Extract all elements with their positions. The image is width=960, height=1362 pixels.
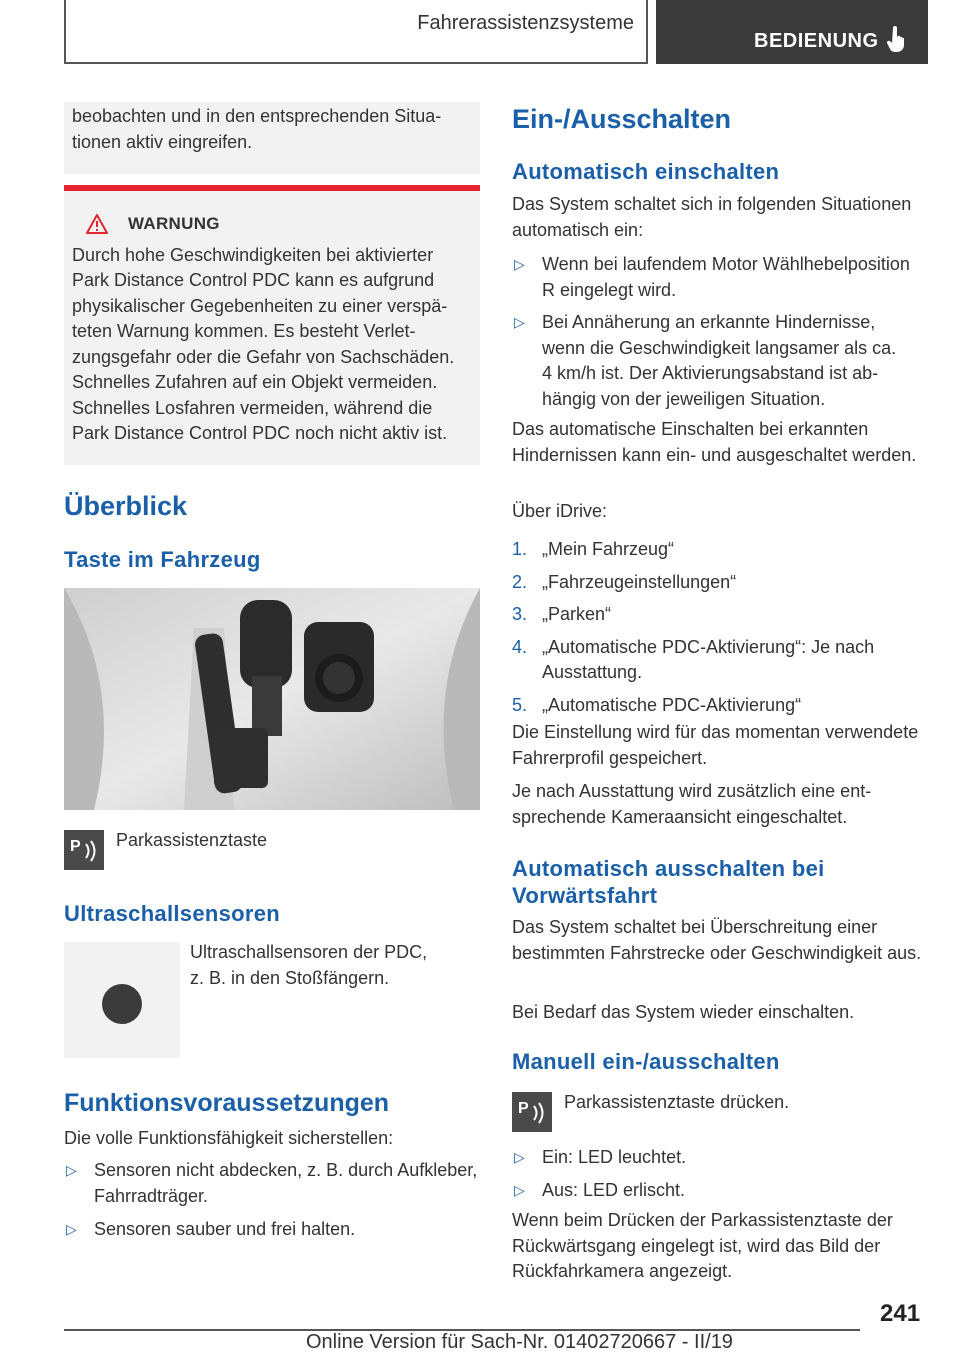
- sensors-heading: Ultraschallsensoren: [64, 901, 281, 926]
- intro-text: beobachten und in den entsprechenden Situationen aktiv eingreifen.: [72, 106, 442, 152]
- bullet-triangle-icon: ▷: [66, 1162, 77, 1178]
- warning-text: Durch hohe Geschwindigkeiten bei aktivierter Park Distance Control PDC kann es aufgrund physikalischer Gegebenheiten zu einer verspäteten Warnung kommen. Es besteht Verletzungsgefahr oder die Gefahr von Sachschäden. Schnelles Zufahren auf ein Objekt vermeiden. Schnelles Losfahren vermeiden, während die Park Distance Control PDC noch nicht aktiv ist.: [72, 244, 455, 443]
- camera-note: Je nach Ausstattung wird zusätzlich eine entsprechende Kameraansicht eingeschaltet.: [512, 781, 872, 827]
- list-item: ▷ Wenn bei laufendem Motor Wählhebelposition R eingelegt wird.: [514, 254, 910, 300]
- page-header: [64, 0, 928, 64]
- profile-note: Die Einstellung wird für das momentan verwendete Fahrerprofil gespeichert.: [512, 722, 919, 768]
- requirements-intro: Die volle Funktionsfähigkeit sicherstellen:: [64, 1128, 394, 1148]
- section-title: Fahrerassistenzsysteme: [417, 12, 634, 34]
- sensors-text: Ultraschallsensoren der PDC, z. B. in den Stoßfängern.: [190, 942, 428, 988]
- chapter-tab: [656, 0, 928, 64]
- footer-text: Online Version für Sach-Nr. 01402720667 - II/19: [306, 1331, 733, 1353]
- button-heading: Taste im Fahrzeug: [64, 547, 261, 572]
- auto-on-intro: Das System schaltet sich in folgenden Situationen automatisch ein:: [512, 194, 912, 240]
- intro-box: [64, 102, 480, 174]
- pdc-button-icon-1: P: [64, 830, 104, 875]
- bullet-triangle-icon: ▷: [514, 1149, 525, 1165]
- list-item: ▷ Bei Annäherung an erkannte Hindernisse, wenn die Geschwindigkeit langsamer als ca. 4 km/h ist. Der Aktivierungsabstand ist abhängig von der jeweiligen Situation.: [514, 312, 897, 409]
- list-item: 1. „Mein Fahrzeug“: [512, 539, 675, 559]
- auto-off-note: Bei Bedarf das System wieder einschalten.: [512, 1002, 855, 1022]
- warning-box: [64, 185, 480, 465]
- chapter-title: BEDIENUNG: [754, 30, 879, 52]
- pdc-button-icon-2: P: [512, 1092, 552, 1137]
- manual-note: Wenn beim Drücken der Parkassistenztaste der Rückwärtsgang eingelegt ist, wird das Bild der Rückfahrkamera angezeigt.: [512, 1210, 893, 1281]
- auto-on-list: [512, 252, 922, 412]
- bullet-triangle-icon: ▷: [514, 314, 525, 330]
- warning-header: [72, 211, 472, 237]
- sound-waves-icon: [82, 838, 102, 864]
- sensor-image: [64, 942, 180, 1058]
- list-item: ▷ Aus: LED erlischt.: [512, 1178, 922, 1204]
- list-item: ▷ Ein: LED leuchtet.: [512, 1145, 922, 1171]
- auto-on-heading: Automatisch einschalten: [512, 159, 780, 184]
- requirements-list: [64, 1158, 480, 1243]
- onoff-heading: Ein-/Ausschalten: [512, 104, 732, 134]
- list-item: ▷ Sensoren sauber und frei halten.: [64, 1217, 480, 1243]
- warning-triangle-icon: [86, 214, 108, 234]
- list-item: 3. „Parken“: [512, 604, 612, 624]
- bullet-triangle-icon: ▷: [514, 256, 525, 272]
- idrive-label: Über iDrive:: [512, 501, 608, 521]
- sensor-dot: [102, 984, 142, 1024]
- bullet-triangle-icon: ▷: [66, 1221, 77, 1237]
- auto-on-note: Das automatische Einschalten bei erkannten Hindernissen kann ein- und ausgeschaltet werden.: [512, 419, 917, 465]
- warning-title: WARNUNG: [128, 214, 220, 233]
- list-item: 4. „Automatische PDC-Aktivierung“: Je nach Ausstattung.: [512, 636, 875, 682]
- manual-list: [512, 1145, 922, 1203]
- list-item: 2. „Fahrzeugeinstellungen“: [512, 571, 737, 592]
- hand-pointer-icon: [886, 26, 908, 52]
- manual-heading: Manuell ein-/ausschalten: [512, 1049, 780, 1074]
- sound-waves-icon: [530, 1100, 550, 1126]
- auto-off-heading: Automatisch ausschalten bei Vorwärtsfahrt: [512, 856, 825, 908]
- auto-off-text: Das System schaltet bei Überschreitung einer bestimmten Fahrstrecke oder Geschwindigkeit aus.: [512, 917, 922, 963]
- overview-heading: Überblick: [64, 491, 188, 521]
- list-item: ▷ Sensoren nicht abdecken, z. B. durch Aufkleber, Fahrradträger.: [66, 1160, 478, 1206]
- bullet-triangle-icon: ▷: [514, 1181, 525, 1198]
- center-console-image: [64, 588, 480, 810]
- section-tab: [64, 0, 648, 64]
- list-item: 5. „Automatische PDC-Aktivierung“: [512, 694, 802, 715]
- idrive-steps: [512, 537, 922, 718]
- requirements-heading: Funktionsvoraussetzungen: [64, 1089, 390, 1117]
- page-number: 241: [880, 1300, 921, 1327]
- console-illustration: [64, 588, 480, 810]
- manual-text: Parkassistenztaste drücken.: [564, 1092, 790, 1112]
- button-caption: Parkassistenztaste: [116, 830, 268, 850]
